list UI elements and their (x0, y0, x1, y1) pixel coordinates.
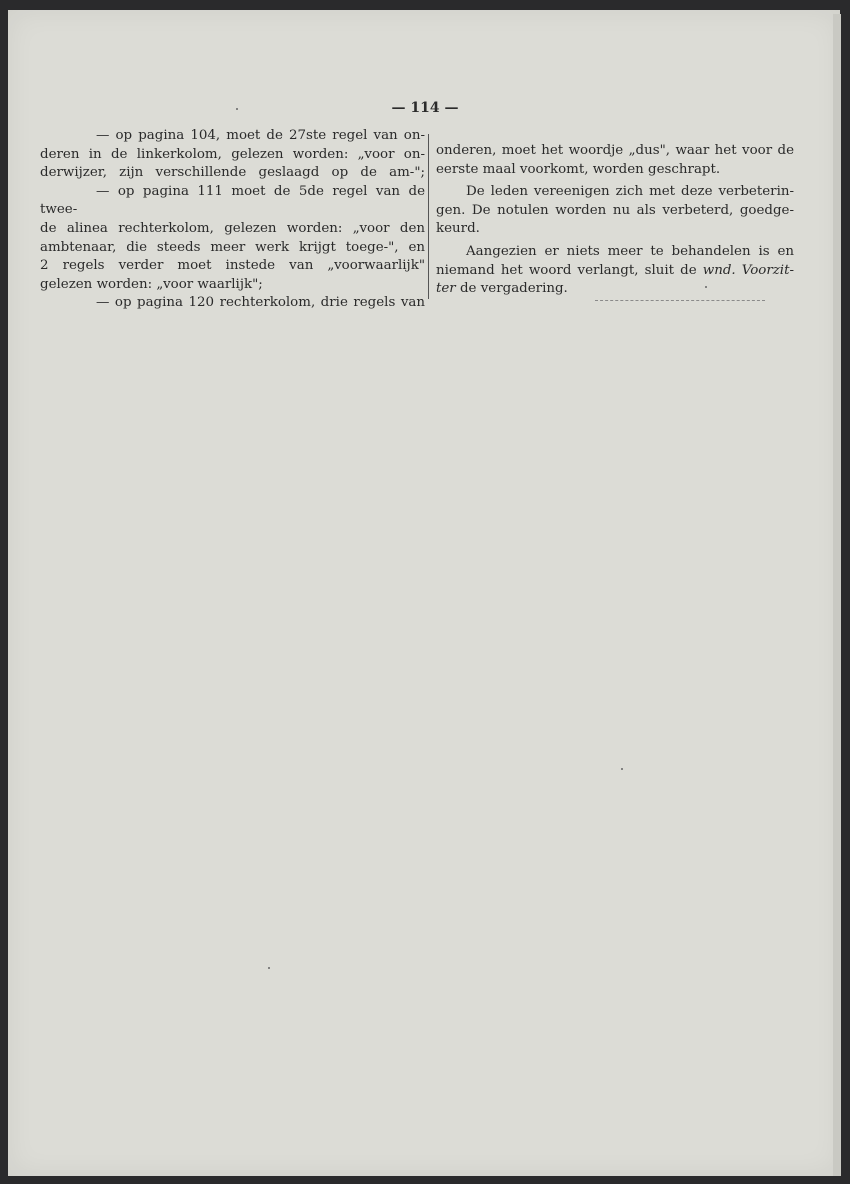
text-line: 2 regels verder moet instede van „voorwaarlijk" (40, 258, 425, 274)
text-line: ambtenaar, die steeds meer werk krijgt toege-", en (40, 239, 425, 255)
text-line (436, 280, 794, 299)
column-divider (428, 134, 429, 299)
page-number: — 114 — (391, 100, 459, 116)
page-edge (833, 14, 841, 1176)
left-column (40, 127, 425, 313)
text-italic: ter (436, 281, 456, 297)
paragraph (436, 142, 794, 179)
paper-speck (621, 768, 623, 770)
text-line: Aangezien er niets meer te behandelen is en (466, 243, 794, 259)
text-span: niemand het woord verlangt, sluit de (436, 262, 703, 278)
text-line: eerste maal voorkomt, worden geschrapt. (436, 161, 721, 177)
text-line (436, 262, 794, 281)
text-span: de vergadering. (455, 281, 568, 297)
paper-speck (236, 108, 238, 110)
text-line: — op pagina 111 moet de 5de regel van de twee- (40, 183, 425, 218)
text-line: De leden vereenigen zich met deze verbeterin- (466, 184, 794, 200)
text-line: keurd. (436, 221, 480, 237)
text-line: onderen, moet het woordje „dus", waar het voor de (436, 143, 794, 158)
paper-speck (268, 967, 270, 969)
text-line: gen. De notulen worden nu als verbeterd, goedge- (436, 202, 794, 218)
paragraph (436, 243, 794, 299)
text-line: de alinea rechterkolom, gelezen worden: „voor den (40, 220, 425, 236)
text-line: gelezen worden: „voor waarlijk"; (40, 276, 263, 292)
text-line: deren in de linkerkolom, gelezen worden: „voor on- (40, 146, 425, 162)
text-line: derwijzer, zijn verschillende geslaagd op de am-"; (40, 165, 425, 181)
text-italic: wnd. Voorzit- (702, 262, 794, 278)
paper-speck (705, 286, 707, 288)
right-column (436, 142, 794, 299)
closing-rule (595, 300, 765, 301)
text-line: — op pagina 120 rechterkolom, drie regels van (96, 295, 425, 311)
paragraph (436, 183, 794, 239)
text-line: — op pagina 104, moet de 27ste regel van on- (96, 128, 425, 143)
